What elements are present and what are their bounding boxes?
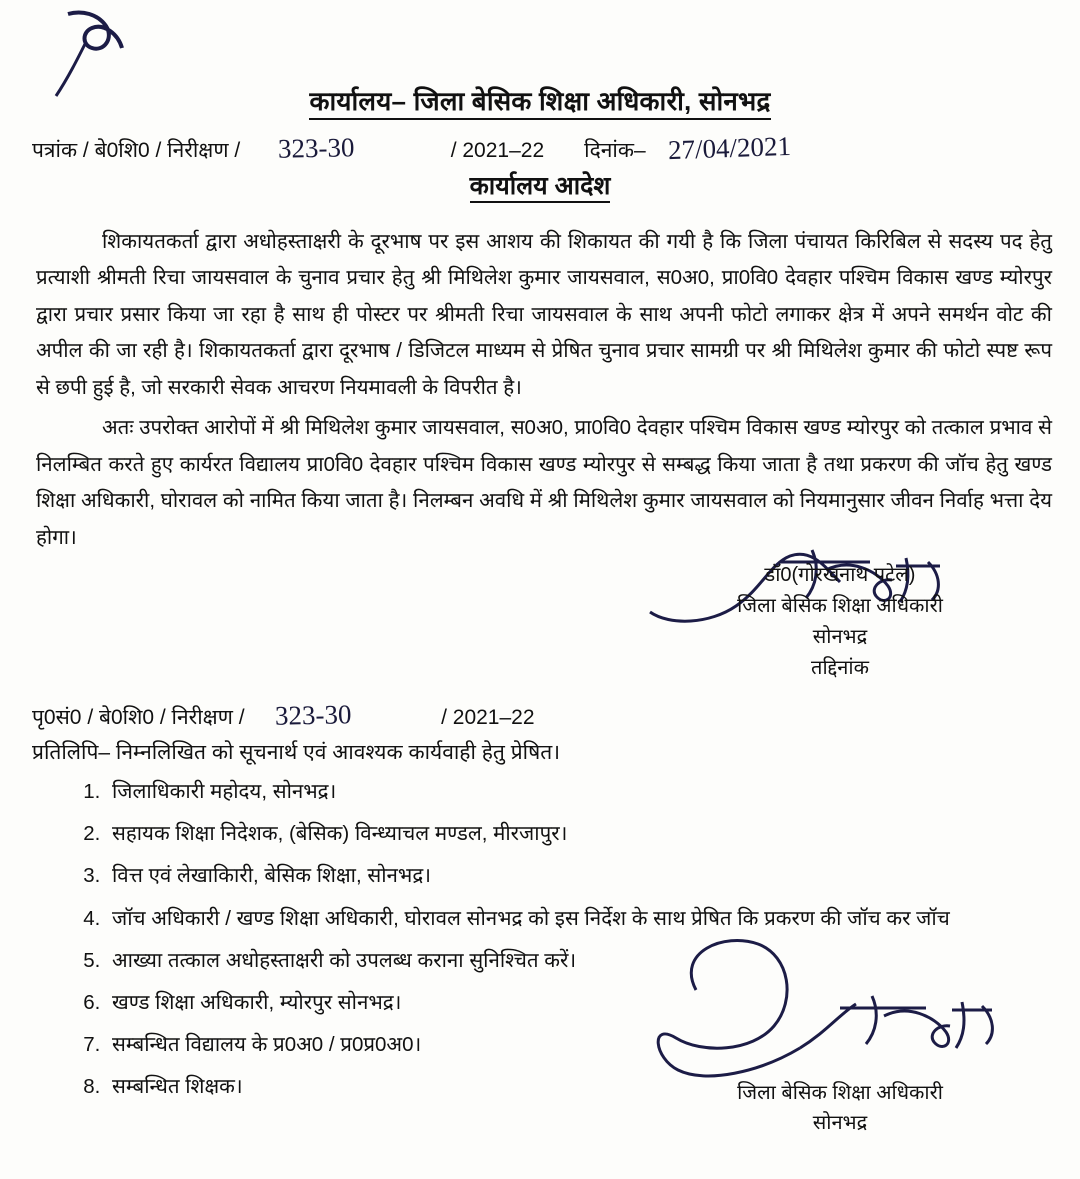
reference-date-label: दिनांक– [584,139,646,162]
signatory-name: डॉ0(गोरखनाथ पटेल) [764,564,916,586]
list-item: 2. सहायक शिक्षा निदेशक, (बेसिक) विन्ध्याचल मण्डल, मीरजापुर। [106,817,1050,850]
body-text [36,224,1052,560]
copy-recipient-list [64,775,1050,1113]
signatory-designation: जिला बेसिक शिक्षा अधिकारी [737,595,943,617]
list-item: 4. जॉच अधिकारी / खण्ड शिक्षा अधिकारी, घोरावल सोनभद्र को इस निर्देश के साथ प्रेषित कि प्रकरण की जॉच कर जॉच [106,902,1050,935]
list-item: 7. सम्बन्धित विद्यालय के प्र0अ0 / प्र0प्र0अ0। [106,1028,1050,1061]
copy-reference-year: / 2021–22 [441,706,535,729]
signature-block-1 [640,560,1040,684]
copy-reference-line [32,700,535,731]
reference-number: 323-30 [277,132,355,164]
list-item: 8. सम्बन्धित शिक्षक। [106,1070,1050,1103]
signature-date-note: तद्दिनांक [811,657,869,679]
reference-year: / 2021–22 [450,139,545,162]
list-item: 1. जिलाधिकारी महोदय, सोनभद्र। [106,775,1050,808]
reference-date-value: 27/04/2021 [667,130,792,166]
signatory-place: सोनभद्र [812,626,868,648]
copy-reference-label: पृ0सं0 / बे0शि0 / निरीक्षण / [32,706,245,729]
paragraph-1: शिकायतकर्ता द्वारा अधोहस्ताक्षरी के दूरभाष पर इस आशय की शिकायत की गयी है कि जिला पंचायत किरिबिल से सदस्य पद हेतु प्रत्याशी श्रीमती रिचा जायसवाल के चुनाव प्रचार हेतु श्री मिथिलेश कुमार जायसवाल, स0अ0, प्रा0वि0 देवहार पश्चिम विकास खण्ड म्योरपुर द्वारा प्रचार प्रसार किया जा रहा है साथ ही पोस्टर पर श्रीमती रिचा जायसवाल के साथ अपनी फोटो लगाकर क्षेत्र में अपने समर्थन वोट की अपील की जा रही है। शिकायतकर्ता द्वारा दूरभाष / डिजिटल माध्यम से प्रेषित चुनाव प्रचार सामग्री पर श्री मिथिलेश कुमार की फोटो स्पष्ट रूप से छपी हुई है, जो सरकारी सेवक आचरण नियमावली के विपरीत है। [36,230,1052,399]
list-item: 3. वित्त एवं लेखाकिारी, बेसिक शिक्षा, सोनभद्र। [106,859,1050,892]
signatory-designation: जिला बेसिक शिक्षा अधिकारी [737,1082,943,1104]
list-item: 6. खण्ड शिक्षा अधिकारी, म्योरपुर सोनभद्र। [106,986,1050,1019]
copy-intro: प्रतिलिपि– निम्नलिखित को सूचनार्थ एवं आवश्यक कार्यवाही हेतु प्रेषित। [32,741,561,764]
signature-block-2 [640,1078,1040,1138]
order-heading-text: कार्यालय आदेश [470,172,611,203]
copy-reference-number: 323-30 [274,699,352,731]
reference-label: पत्रांक / बे0शि0 / निरीक्षण / [32,139,241,162]
office-title-text: कार्यालय– जिला बेसिक शिक्षा अधिकारी, सोनभद्र [309,86,770,120]
order-heading [0,168,1080,202]
reference-line [32,130,1050,166]
office-title [0,82,1080,118]
paragraph-2: अतः उपरोक्त आरोपों में श्री मिथिलेश कुमार जायसवाल, स0अ0, प्रा0वि0 देवहार पश्चिम विकास खण्ड म्योरपुर को तत्काल प्रभाव से निलम्बित करते हुए कार्यरत विद्यालय प्रा0वि0 देवहार पश्चिम विकास खण्ड म्योरपुर से सम्बद्ध किया जाता है तथा प्रकरण की जॉच हेतु खण्ड शिक्षा अधिकारी, घोरावल को नामित किया जाता है। निलम्बन अवधि में श्री मिथिलेश कुमार जायसवाल को नियमानुसार जीवन निर्वाह भत्ता देय होगा। [36,416,1052,549]
signatory-place: सोनभद्र [812,1112,868,1134]
list-item: 5. आख्या तत्काल अधोहस्ताक्षरी को उपलब्ध कराना सुनिश्चित करें। [106,944,1050,977]
